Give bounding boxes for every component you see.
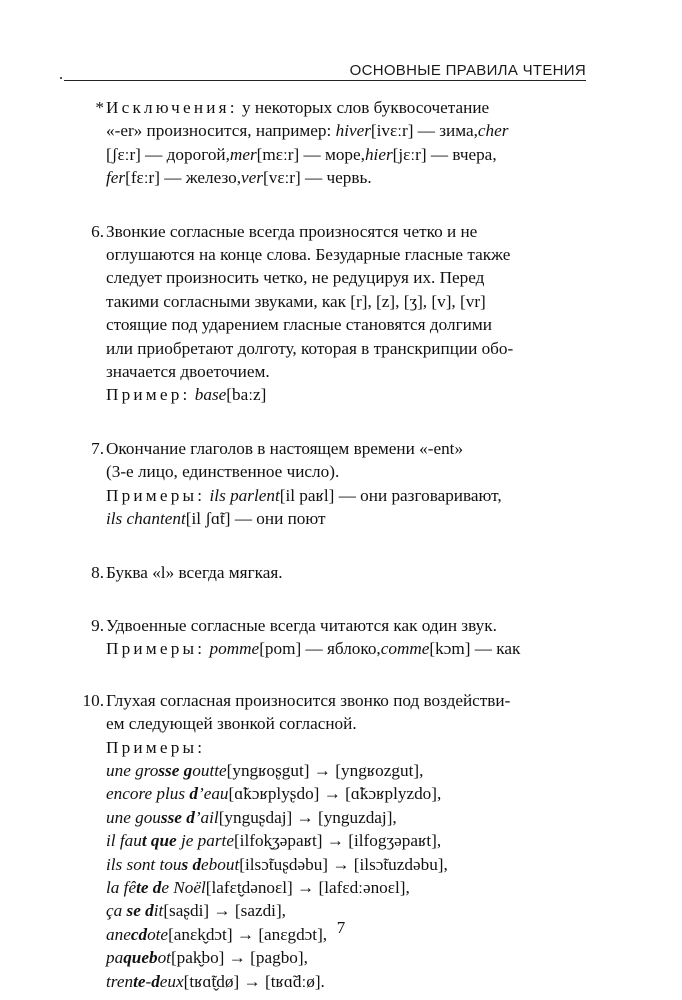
text-line: Удвоенные согласные всегда читаются как один звук. [106, 615, 497, 635]
text-line [106, 143, 586, 166]
french-phrase [106, 829, 234, 852]
text-run: [mɛːr] — море, [256, 144, 365, 164]
french-word: pomme [209, 639, 260, 659]
transcription: [ɑ̃kɔʁplyʂdo] → [ɑ̃kɔʁplyzdo], [228, 784, 442, 804]
phrase-run: il fau [106, 831, 142, 851]
text-line: оглушаются на конце слова. Безударные гласные также [106, 245, 511, 265]
transcription: [ynguʂdaj] → [ynguzdaj], [218, 807, 397, 827]
french-word: ils chantent [106, 509, 186, 529]
voicing-letters: d [186, 807, 195, 827]
rule-6 [86, 220, 586, 407]
example-line [106, 782, 586, 805]
rule-8 [86, 561, 586, 584]
phrase-run: - [145, 971, 152, 991]
example-line [106, 507, 586, 530]
french-phrase [106, 782, 229, 805]
example-line [106, 484, 586, 507]
text-line: значается двоеточием. [106, 362, 270, 382]
french-word: mer [229, 144, 257, 164]
french-word: ils parlent [209, 485, 280, 505]
example-line [106, 970, 586, 993]
voicing-letters: se [126, 901, 141, 921]
transcription: [pom] — яблоко, [259, 639, 381, 659]
transcription: [tʁɑ̃t̬dø] → [tʁɑ̃dːø]. [183, 971, 325, 991]
voicing-letters: que [123, 948, 149, 968]
spaced-label: Исключения: [106, 98, 238, 117]
french-phrase [106, 946, 171, 969]
example-line [106, 637, 586, 660]
text-run: [ivɛːr] — зима, [370, 121, 478, 141]
transcription: [kɔm] — как [429, 639, 521, 659]
text-run: [fɛːr] — железо, [125, 168, 242, 188]
phrase-run: outte [192, 760, 227, 780]
example-line [106, 383, 586, 406]
voicing-letters: d [189, 784, 198, 804]
voicing-letters: g [183, 760, 193, 780]
phrase-run: une gro [106, 760, 159, 780]
voicing-letters: que [150, 831, 177, 851]
phrase-run: ebout [201, 854, 240, 874]
transcription: [anɛk̬dɔt] → [anɛgdɔt], [168, 924, 328, 944]
phrase-run: pa [106, 948, 124, 968]
voicing-letters: s [181, 854, 189, 874]
text-line [106, 119, 586, 142]
phrase-run: une gou [106, 807, 161, 827]
phrase-run: je parte [176, 831, 234, 851]
text-run: у некоторых слов буквосочетание [237, 98, 490, 117]
page-body [82, 96, 586, 993]
text-line [106, 96, 586, 119]
phrase-run: e Noël [161, 877, 206, 897]
phrase-run: ot [157, 948, 171, 968]
rule-10 [82, 689, 586, 993]
french-word: ver [241, 168, 263, 188]
voicing-letters: t [141, 831, 147, 851]
phrase-run: la fê [106, 877, 137, 897]
item-marker: 7. [91, 438, 104, 458]
voicing-letters: d [151, 971, 160, 991]
text-line: Глухая согласная произносится звонко под воздействи- [106, 690, 511, 710]
text-run: [vɛːr] — червь. [263, 168, 372, 188]
text-line: такими согласными звуками, как [r], [z], [ʒ], [v], [vr] [106, 291, 486, 311]
example-label: Примеры: [106, 485, 206, 505]
example-label: Примеры: [106, 639, 206, 659]
transcription: [il ʃɑ̃t] — они поют [185, 509, 326, 529]
item-marker: * [95, 98, 104, 117]
item-marker: 6. [91, 221, 104, 241]
text-line: или приобретают долготу, которая в транскрипции обо- [106, 338, 514, 358]
example-line [106, 946, 586, 969]
transcription: [saʂdi] → [sazdi], [163, 901, 286, 921]
phrase-run: it [153, 901, 164, 921]
phrase-run: tren [106, 971, 134, 991]
running-header: ОСНОВНЫЕ ПРАВИЛА ЧТЕНИЯ [349, 62, 586, 79]
example-line [106, 806, 586, 829]
french-word: hiver [335, 121, 371, 141]
text-run: [jɛːr] — вчера, [392, 144, 497, 164]
margin-dot [60, 77, 62, 79]
voicing-letters: te [136, 877, 149, 897]
french-phrase [106, 806, 219, 829]
text-line: Окончание глаголов в настоящем времени «-ent» [106, 438, 464, 458]
phrase-run: ’eau [197, 784, 229, 804]
header-rule [64, 80, 586, 81]
transcription: [baːz] [226, 385, 267, 405]
text-run: «-er» произносится, например: [106, 121, 332, 141]
page-number: 7 [336, 918, 346, 937]
phrase-run: ça [106, 901, 127, 921]
phrase-run: ane [106, 924, 131, 944]
text-line: стоящие под ударением гласные становятся долгими [106, 315, 492, 335]
voicing-letters: d [152, 877, 162, 897]
french-phrase [106, 759, 227, 782]
example-label: Пример: [106, 385, 191, 405]
phrase-run: ote [147, 924, 169, 944]
note-exceptions [86, 96, 586, 190]
text-run: [ʃɛːr] — дорогой, [106, 144, 230, 164]
transcription: [il paʁl] — они разговаривают, [279, 485, 502, 505]
item-marker: 9. [91, 615, 104, 635]
voicing-letters: sse [160, 807, 182, 827]
french-phrase [106, 853, 239, 876]
transcription: [ilsɔ̃tuʂdəbu] → [ilsɔ̃tuzdəbu], [239, 854, 448, 874]
text-line: Звонкие согласные всегда произносятся четко и не [106, 221, 478, 241]
french-word: fer [106, 168, 126, 188]
voicing-letters: d [145, 901, 154, 921]
text-line: следует произносить четко, не редуцируя их. Перед [106, 268, 485, 288]
transcription: [pak̬bo] → [pagbo], [170, 948, 308, 968]
rule-9 [86, 614, 586, 661]
example-label: Примеры: [106, 737, 206, 757]
voicing-letters: b [148, 948, 158, 968]
french-word: comme [380, 639, 430, 659]
transcription: [yngʁoʂgut] → [yngʁozgut], [226, 760, 424, 780]
example-line [106, 876, 586, 899]
text-line [106, 166, 586, 189]
voicing-letters: cd [130, 924, 148, 944]
french-phrase [106, 970, 184, 993]
example-label-line [106, 736, 586, 759]
voicing-letters: te [133, 971, 146, 991]
transcription: [ilfok̬ʒəpaʁt] → [ilfogʒəpaʁt], [233, 831, 442, 851]
rule-7 [86, 437, 586, 531]
french-word: cher [477, 121, 509, 141]
phrase-run: ils sont tou [106, 854, 182, 874]
voicing-letters: d [192, 854, 202, 874]
example-list [106, 759, 586, 993]
text-line: ем следующей звонкой согласной. [106, 714, 357, 734]
voicing-letters: sse [158, 760, 180, 780]
text-line: (3-е лицо, единственное число). [106, 462, 340, 482]
text-line: Буква «l» всегда мягкая. [106, 562, 283, 582]
item-marker: 8. [91, 562, 104, 582]
example-line [106, 853, 586, 876]
french-word: hier [364, 144, 393, 164]
phrase-run: eux [159, 971, 184, 991]
french-phrase [106, 876, 206, 899]
example-line [106, 759, 586, 782]
transcription: [lafɛt̬dənoɛl] → [lafɛdːənoɛl], [205, 877, 410, 897]
example-line [106, 829, 586, 852]
phrase-run: ’ail [194, 807, 219, 827]
phrase-run: encore plus [106, 784, 190, 804]
french-word: base [194, 385, 227, 405]
item-marker: 10. [82, 690, 104, 710]
